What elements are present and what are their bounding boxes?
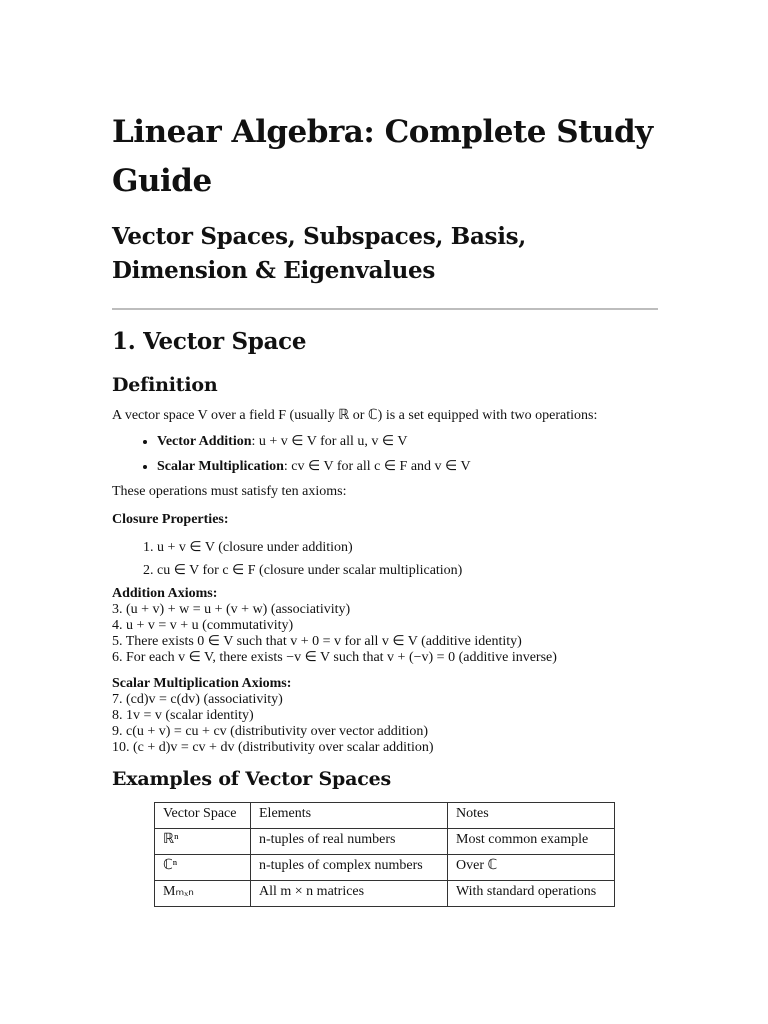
addition-heading: Addition Axioms: [112,586,218,601]
table-cell: ℝⁿ [155,829,251,855]
table-cell: ℂⁿ [155,855,251,881]
table-cell: Mₘₓₙ [155,881,251,907]
table-cell: n-tuples of complex numbers [251,855,448,881]
horizontal-divider [112,308,658,310]
examples-table [154,802,615,907]
table-row [155,829,615,855]
operation-text: : u + v ∈ V for all u, v ∈ V [251,434,408,449]
operation-item [157,459,658,475]
table-cell: Most common example [448,829,615,855]
definition-intro: A vector space V over a field F (usually ℝ or ℂ) is a set equipped with two operations: [112,408,598,423]
operation-name: Scalar Multiplication [157,459,284,474]
table-row [155,881,615,907]
axiom-line: 3. (u + v) + w = u + (v + w) (associativity) [112,602,351,617]
table-header-row [155,803,615,829]
axioms-intro: These operations must satisfy ten axioms: [112,484,347,499]
axiom-line: 9. c(u + v) = cu + cv (distributivity over vector addition) [112,724,429,739]
axiom-line: 7. (cd)v = c(dv) (associativity) [112,692,283,707]
table-cell: With standard operations [448,881,615,907]
scalar-heading: Scalar Multiplication Axioms: [112,676,292,691]
scalar-axioms [112,676,658,756]
examples-heading: Examples of Vector Spaces [112,768,391,790]
page-subtitle: Vector Spaces, Subspaces, Basis, Dimension & Eigenvalues [112,223,526,284]
axiom-line: 6. For each v ∈ V, there exists −v ∈ V such that v + (−v) = 0 (additive inverse) [112,650,557,665]
page-title: Linear Algebra: Complete Study Guide [112,114,653,199]
operation-text: : cv ∈ V for all c ∈ F and v ∈ V [283,459,471,474]
addition-axioms [112,586,658,666]
operation-name: Vector Addition [157,434,252,449]
axiom-line: 8. 1v = v (scalar identity) [112,708,254,723]
closure-item: 2. cu ∈ V for c ∈ F (closure under scalar multiplication) [157,563,658,579]
table-header-cell: Elements [251,803,448,829]
table-cell: n-tuples of real numbers [251,829,448,855]
operation-item [157,434,658,450]
axiom-line: 10. (c + d)v = cv + dv (distributivity over scalar addition) [112,740,434,755]
table-row [155,855,615,881]
closure-heading: Closure Properties: [112,512,229,527]
section-heading-vector-space: 1. Vector Space [112,328,307,355]
table-header-cell: Vector Space [155,803,251,829]
table-cell: Over ℂ [448,855,615,881]
closure-item: 1. u + v ∈ V (closure under addition) [157,540,658,556]
axiom-line: 4. u + v = v + u (commutativity) [112,618,294,633]
document-content [112,108,658,907]
table-cell: All m × n matrices [251,881,448,907]
table-header-cell: Notes [448,803,615,829]
definition-heading: Definition [112,374,218,396]
closure-list [112,540,658,579]
axiom-line: 5. There exists 0 ∈ V such that v + 0 = v for all v ∈ V (additive identity) [112,634,522,649]
operations-list [112,434,658,475]
